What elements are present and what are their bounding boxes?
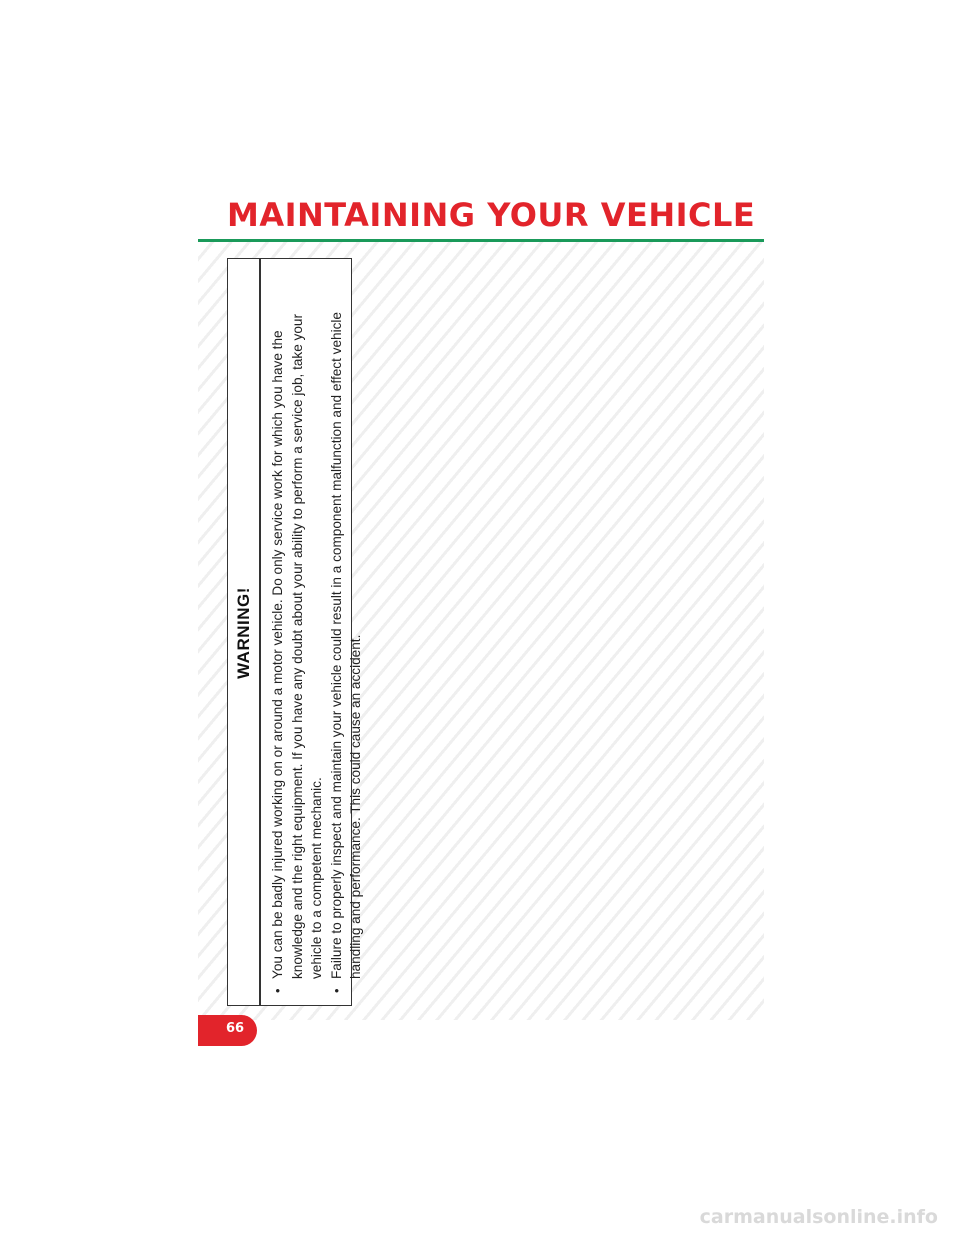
warning-bullet — [268, 269, 327, 993]
warning-bullet-text: Failure to properly inspect and maintain your vehicle could result in a component malfunction and effect vehicle handling and performance. This could cause an accident. — [328, 312, 363, 979]
warning-bullet-list — [268, 269, 366, 993]
watermark: carmanualsonline.info — [699, 1206, 938, 1228]
bullet-dot-icon: • — [270, 988, 285, 993]
warning-box — [227, 258, 363, 1006]
bullet-dot-icon: • — [328, 988, 344, 993]
warning-content-rotated — [228, 259, 363, 1007]
warning-bullet-text: You can be badly injured working on or around a motor vehicle. Do only service work for which you have the knowledge and the right equipment. If you have any doubt about your ability to perform a service job, take your vehicle to a competent mechanic. — [270, 314, 324, 979]
section-title: MAINTAINING YOUR VEHICLE — [227, 196, 756, 234]
page-number: 66 — [226, 1021, 245, 1036]
warning-title: WARNING! — [234, 587, 253, 679]
warning-bullet — [327, 269, 366, 993]
